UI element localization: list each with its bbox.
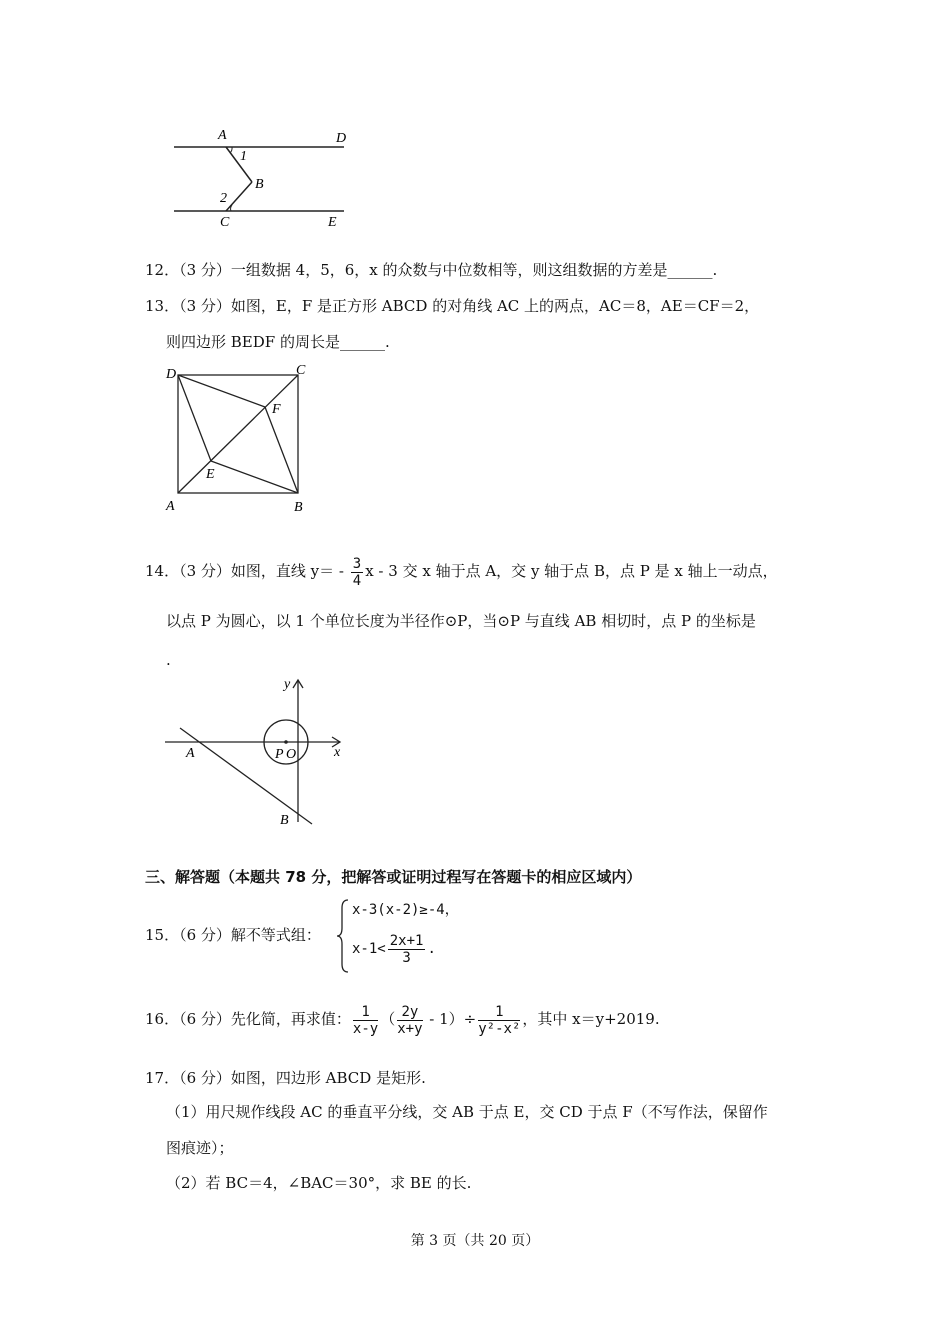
label-E: E xyxy=(328,215,337,230)
question-17 xyxy=(145,1068,426,1088)
q14-frac-den: 4 xyxy=(352,572,362,589)
q15-score: （6 分） xyxy=(179,926,231,944)
q12-text: 一组数据 4，5，6，x 的众数与中位数相等，则这组数据的方差是______. xyxy=(230,261,718,279)
q16-fraction-3 xyxy=(478,1004,520,1037)
label-O: O xyxy=(286,747,297,762)
q16-f3-num: 1 xyxy=(478,1004,520,1021)
segment-ED xyxy=(178,375,211,461)
q15-ineq2-post: . xyxy=(427,941,436,957)
label-A: A xyxy=(166,499,175,514)
label-E: E xyxy=(206,467,215,482)
label-D: D xyxy=(166,367,177,382)
page-footer: 第 3 页（共 20 页） xyxy=(410,1233,540,1249)
q15-ineq2-pre: x-1< xyxy=(352,941,386,957)
q16-text: 先化简，再求值： xyxy=(230,1010,351,1028)
q12-number: 12． xyxy=(145,261,180,279)
angle-2-arc xyxy=(231,205,232,211)
segment-AB xyxy=(226,147,252,182)
angle-1-arc xyxy=(230,147,232,153)
q17-number: 17． xyxy=(145,1069,180,1087)
q16-f3-den: y²-x² xyxy=(478,1020,521,1037)
q17-part2: （2）若 BC＝4，∠BAC＝30°，求 BE 的长. xyxy=(166,1174,472,1192)
q14-fraction xyxy=(351,556,363,589)
q14-line3: . xyxy=(166,651,171,669)
figure-q14-coordinate xyxy=(160,672,360,832)
q15-fraction xyxy=(388,933,426,966)
label-B: B xyxy=(294,500,303,515)
q15-brace xyxy=(336,898,350,974)
figure-q11-parallel-lines xyxy=(160,120,370,235)
segment-DF xyxy=(178,375,265,407)
q16-f2-den: x+y xyxy=(397,1020,423,1037)
question-12 xyxy=(145,260,717,280)
q14-pre: 如图，直线 y＝ - xyxy=(230,562,349,580)
q14-frac-num: 3 xyxy=(352,555,362,572)
question-16 xyxy=(145,1000,660,1040)
q16-fraction-2 xyxy=(397,1004,422,1037)
question-15 xyxy=(145,925,321,945)
q14-number: 14． xyxy=(145,562,180,580)
label-A: A xyxy=(218,128,227,143)
label-2: 2 xyxy=(220,191,227,206)
q16-open-paren: （ xyxy=(380,1010,396,1028)
label-B: B xyxy=(280,813,289,828)
q16-f1-den: x-y xyxy=(352,1020,379,1037)
q16-tail: ，其中 x＝y+2019. xyxy=(522,1010,660,1028)
q15-number: 15． xyxy=(145,926,180,944)
label-D: D xyxy=(336,131,347,146)
segment-FB xyxy=(265,407,298,493)
label-C: C xyxy=(296,363,306,378)
q16-f2-num: 2y xyxy=(397,1004,422,1021)
q15-text: 解不等式组： xyxy=(230,926,321,944)
q17-part1-line2: 图痕迹）； xyxy=(166,1139,234,1157)
label-C: C xyxy=(220,215,230,230)
segment-BC xyxy=(226,182,252,211)
figure-q13-square xyxy=(160,360,320,518)
q14-post: x - 3 交 x 轴于点 A，交 y 轴于点 B，点 P 是 x 轴上一动点， xyxy=(365,562,778,580)
label-P: P xyxy=(275,747,284,762)
q14-score: （3 分） xyxy=(179,562,231,580)
question-13 xyxy=(145,296,759,316)
q16-score: （6 分） xyxy=(179,1010,231,1028)
label-y: y xyxy=(284,677,291,692)
q15-frac-num: 2x+1 xyxy=(389,932,424,949)
q16-mid: - 1）÷ xyxy=(424,1010,477,1028)
q15-inequality-2 xyxy=(352,930,436,970)
label-B: B xyxy=(255,177,264,192)
question-14 xyxy=(145,552,778,592)
point-P xyxy=(284,740,288,744)
q13-score: （3 分） xyxy=(179,297,231,315)
q14-line2: 以点 P 为圆心，以 1 个单位长度为半径作⊙P，当⊙P 与直线 AB 相切时，点 P 的坐标是 xyxy=(166,612,756,630)
q13-line1: 如图，E，F 是正方形 ABCD 的对角线 AC 上的两点，AC＝8，AE＝CF＝2， xyxy=(230,297,760,315)
label-x: x xyxy=(334,745,341,760)
label-A: A xyxy=(186,746,195,761)
q17-text: 如图，四边形 ABCD 是矩形. xyxy=(230,1069,426,1087)
section-3-title: 三、解答题（本题共 78 分，把解答或证明过程写在答题卡的相应区域内） xyxy=(145,868,642,886)
label-1: 1 xyxy=(240,149,247,164)
q17-score: （6 分） xyxy=(179,1069,231,1087)
q12-score: （3 分） xyxy=(179,261,231,279)
q16-fraction-1 xyxy=(353,1004,378,1037)
q13-number: 13． xyxy=(145,297,180,315)
q17-part1-line1: （1）用尺规作线段 AC 的垂直平分线，交 AB 于点 E，交 CD 于点 F（不写作法，保留作 xyxy=(166,1103,768,1121)
q15-inequality-1: x-3(x-2)≥-4， xyxy=(352,902,459,918)
q16-number: 16． xyxy=(145,1010,180,1028)
diagonal-AC xyxy=(178,375,298,493)
q13-line2: 则四边形 BEDF 的周长是______. xyxy=(166,333,390,351)
label-F: F xyxy=(272,402,281,417)
q15-frac-den: 3 xyxy=(402,949,411,966)
segment-BE xyxy=(211,461,298,493)
q16-f1-num: 1 xyxy=(353,1004,378,1021)
